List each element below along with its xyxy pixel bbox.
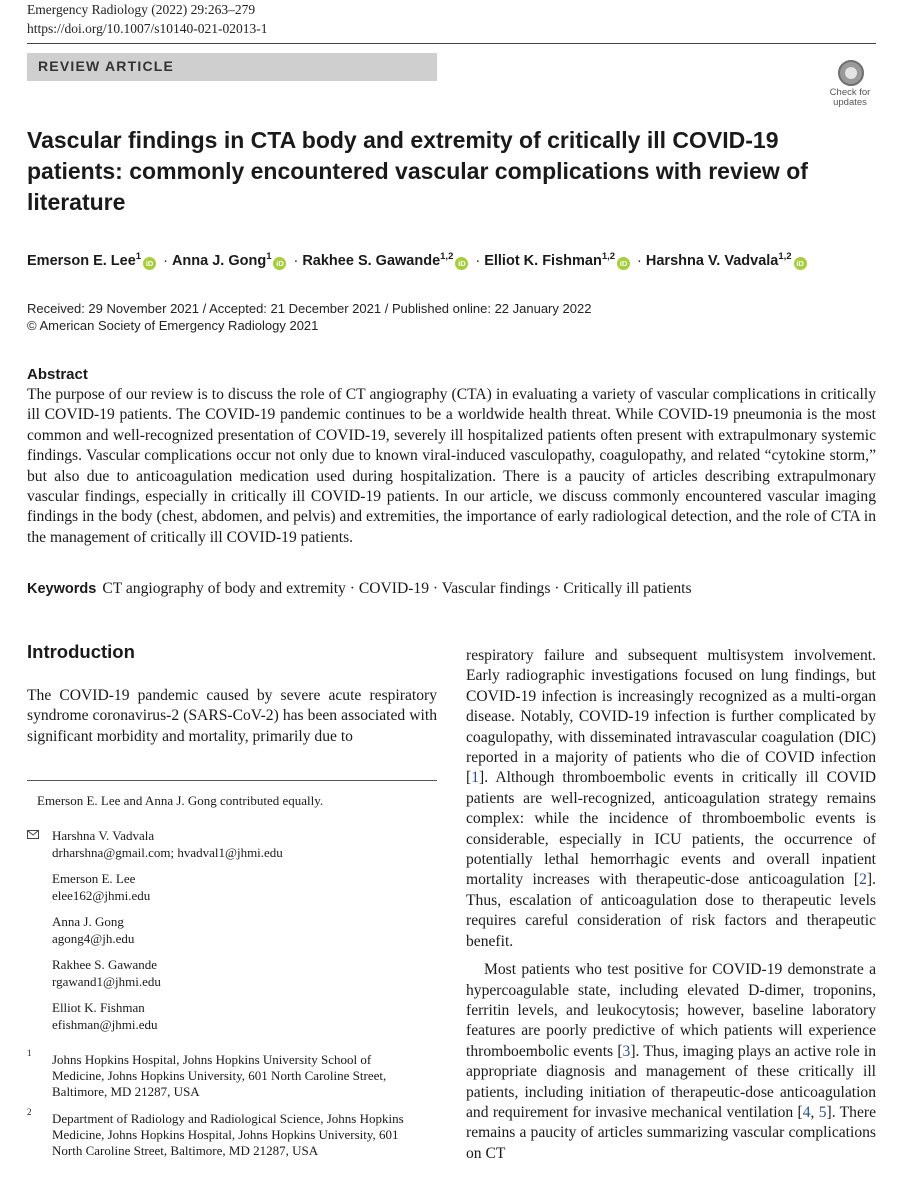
author-contact-name: Emerson E. Lee (52, 871, 136, 886)
abstract-heading: Abstract (27, 366, 88, 383)
introduction-heading: Introduction (27, 641, 135, 662)
article-type-label: REVIEW ARTICLE (38, 58, 175, 74)
update-icon (838, 60, 864, 86)
orcid-icon[interactable]: iD (273, 257, 286, 270)
publication-dates: Received: 29 November 2021 / Accepted: 21 December 2021 / Published online: 22 January 2022 (27, 301, 592, 316)
citation-link[interactable]: 2 (859, 871, 867, 889)
intro-paragraph: respiratory failure and subsequent multisystem involvement. Early radiographic investigations focused on lung findings, but COVID-19 infection is increasingly recognized as a multi-organ disease. Notably, COVID-19 infection is further complicated by coagulopathy, with disseminated intravascular coagulation (DIC) reported in a majority of patients who die of COVID infection [1]. Although thromboembolic events in critically ill COVID patients are well-recognized, anticoagulation strategy remains complex: while the incidence of thromboembolic events is considerable, especially in ICU patients, the occurrence of potentially lethal hemorrhagic events and overall inpatient mortality increases with therapeutic-dose anticoagulation [2]. Thus, escalation of anticoagulation dose to therapeutic levels requires careful consideration of risk factors and therapeutic benefit. (466, 647, 876, 950)
copyright-notice: © American Society of Emergency Radiology 2021 (27, 318, 319, 333)
keywords-label: Keywords (27, 581, 97, 597)
citation-link[interactable]: 5 (818, 1103, 827, 1121)
corresponding-author-name: Harshna V. Vadvala (52, 828, 155, 843)
article-title: Vascular findings in CTA body and extremity of critically ill COVID-19 patients: commonly encountered vascular complications with review of literature (27, 127, 808, 215)
keywords-line (27, 579, 876, 599)
affiliation-text: Johns Hopkins Hospital, Johns Hopkins University School of Medicine, Johns Hopkins University, 601 North Caroline Street, Baltimore, MD 21287, USA (52, 1052, 387, 1100)
keywords-text: CT angiography of body and extremity · COVID-19 · Vascular findings · Critically ill patients (102, 580, 692, 597)
author-affiliation: 1 (135, 251, 142, 262)
header-rule (27, 43, 876, 44)
author-list: Emerson E. Lee$^1$iD · Anna J. Gong$^1$iD · Rakhee S. Gawande$^{1,2}$iD · Elliot K. Fishman$^{1,2}$iD · Harshna V. Vadvala$^{1,2}$iD (27, 247, 887, 271)
introduction-col1-text: The COVID-19 pandemic caused by severe acute respiratory syndrome coronavirus-2 (SARS-CoV-2) has been associated with significant morbidity and mortality, primarily due to (27, 687, 437, 745)
author-contact-name: Elliot K. Fishman (52, 1000, 145, 1015)
author-contact-email[interactable]: agong4@jh.edu (52, 931, 135, 946)
author-name[interactable]: Rakhee S. Gawande (302, 253, 441, 269)
article-type-banner (27, 53, 437, 81)
author-affiliation: 1,2 (440, 251, 454, 262)
author-name[interactable]: Harshna V. Vadvala (645, 253, 779, 269)
affiliation-number: 2 (27, 1107, 32, 1117)
author-name[interactable]: Emerson E. Lee (27, 253, 136, 269)
citation-link[interactable]: 4 (802, 1103, 811, 1121)
orcid-icon[interactable]: iD (794, 257, 807, 270)
correspondence-entry (52, 870, 150, 904)
corresponding-author-email[interactable]: drharshna@gmail.com; hvadval1@jhmi.edu (52, 845, 283, 860)
doi-link[interactable]: https://doi.org/10.1007/s10140-021-02013-1 (27, 21, 268, 36)
author-name[interactable]: Elliot K. Fishman (484, 253, 602, 269)
equal-contribution-note: Emerson E. Lee and Anna J. Gong contributed equally. (37, 793, 324, 808)
author-contact-email[interactable]: rgawand1@jhmi.edu (52, 974, 161, 989)
journal-citation: Emergency Radiology (2022) 29:263–279 (27, 2, 256, 17)
affiliation-number: 1 (27, 1048, 32, 1058)
correspondence-entry (52, 999, 157, 1033)
correspondence-entry (52, 913, 134, 947)
author-contact-name: Rakhee S. Gawande (52, 957, 158, 972)
author-name[interactable]: Anna J. Gong (171, 253, 267, 269)
author-contact-name: Anna J. Gong (52, 914, 124, 929)
check-updates-line2: updates (833, 97, 867, 108)
envelope-icon (27, 830, 39, 839)
orcid-icon[interactable]: iD (143, 257, 156, 270)
correspondence-entry (52, 956, 161, 990)
citation-link[interactable]: 3 (622, 1042, 631, 1060)
citation-link[interactable]: 1 (471, 769, 479, 787)
intro-paragraph: Most patients who test positive for COVID-19 demonstrate a hypercoagulable state, including elevated D-dimer, troponins, ferritin levels, and leukocytosis; however, baseline laboratory features are poorly predictive of which patients will experience thromboembolic events [3]. Thus, imaging plays an active role in appropriate diagnosis and management of these critically ill patients, including initiation of therapeutic-dose anticoagulation and requirement for invasive mechanical ventilation [4, 5]. There remains a paucity of articles summarizing vascular complications on CT (466, 961, 876, 1162)
orcid-icon[interactable]: iD (455, 257, 468, 270)
affiliation-text: Department of Radiology and Radiological Science, Johns Hopkins Medicine, Johns Hopkins Hospital, Johns Hopkins University, 601 North Caroline Street, Baltimore, MD 21287, USA (52, 1111, 404, 1159)
check-updates-line1: Check for (829, 87, 871, 98)
orcid-icon[interactable]: iD (617, 257, 630, 270)
footnote-rule (27, 780, 437, 781)
introduction-col2 (466, 646, 876, 1164)
check-for-updates-badge[interactable] (825, 60, 875, 110)
author-affiliation: 1 (266, 251, 272, 262)
author-affiliation: 1,2 (601, 251, 616, 262)
author-contact-email[interactable]: efishman@jhmi.edu (52, 1017, 158, 1032)
abstract-text: The purpose of our review is to discuss the role of CT angiography (CTA) in evaluating a variety of vascular complications in critically ill COVID-19 patients. The COVID-19 pandemic continues to be a worldwide health threat. While COVID-19 pneumonia is the most common and well-recognized presentation of COVID-19, severely ill hospitalized patients often present with extrapulmonary systemic findings. Vascular complications occur not only due to known viral-induced vasculopathy, coagulopathy, and related “cytokine storm,” but also due to anticoagulation medication used during hospitalization. There is a paucity of articles describing extrapulmonary vascular findings, especially in critically ill COVID-19 patients. In our article, we discuss commonly encountered vascular imaging findings in the body (chest, abdomen, and pelvis) and extremities, the importance of early radiological detection, and the role of CTA in the management of critically ill COVID-19 patients. (27, 386, 876, 546)
correspondence-entry (52, 827, 283, 861)
author-contact-email[interactable]: elee162@jhmi.edu (52, 888, 151, 903)
author-affiliation: 1,2 (778, 251, 792, 262)
